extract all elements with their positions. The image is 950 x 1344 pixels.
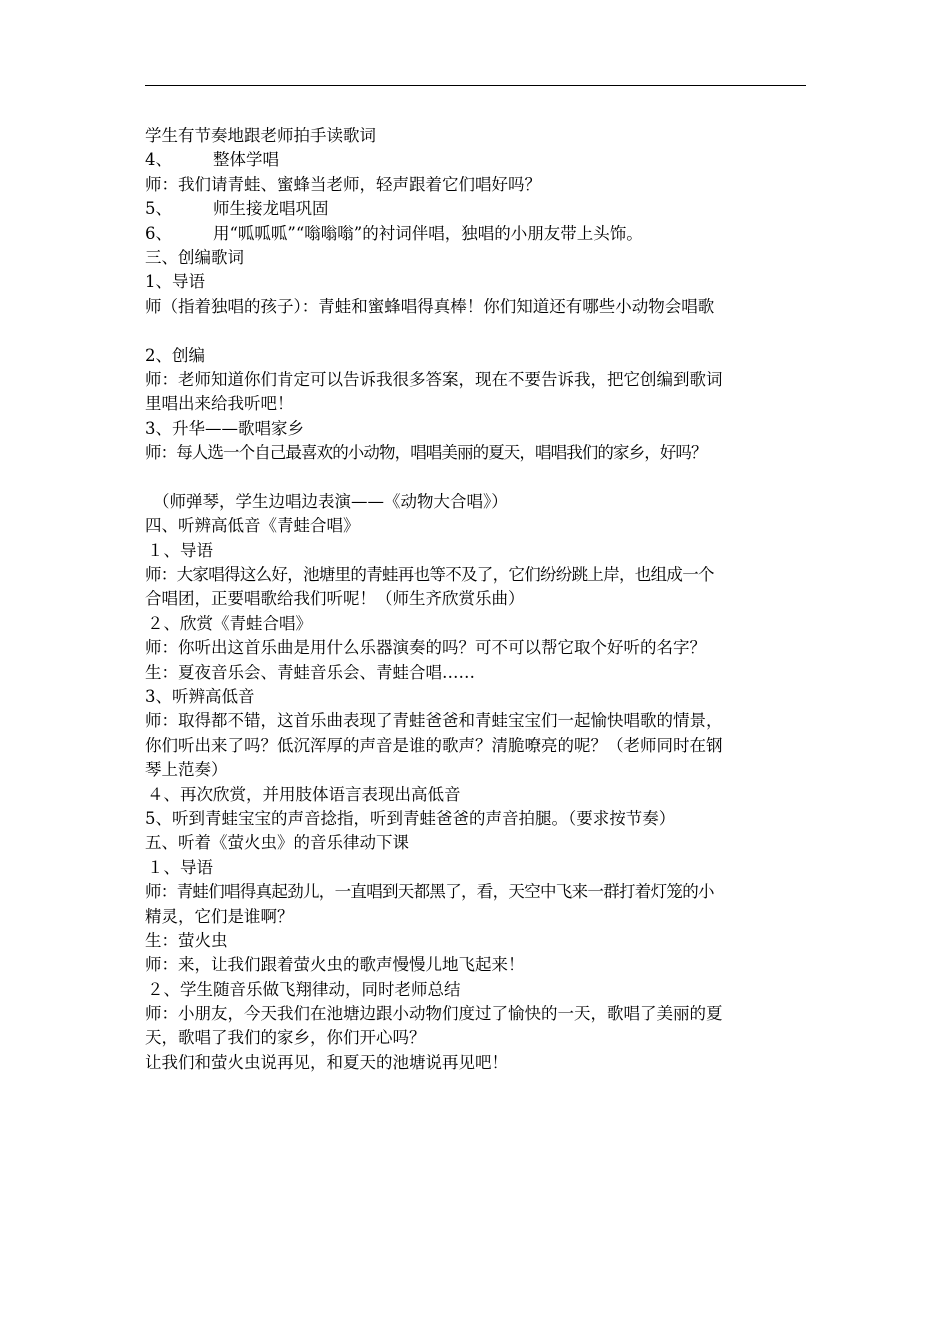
blank-line — [145, 465, 815, 489]
text-line: 合唱团，正要唱歌给我们听呢！（师生齐欣赏乐曲） — [145, 589, 525, 609]
text-line: １、导语 — [147, 857, 213, 877]
text-line: 师：大家唱得这么好，池塘里的青蛙再也等不及了，它们纷纷跳上岸，也组成一个 — [145, 565, 714, 585]
text-line: 精灵，它们是谁啊？ — [145, 906, 294, 926]
text-line: 4、 整体学唱 — [145, 148, 815, 172]
text-line: 5、听到青蛙宝宝的声音捻指，听到青蛙爸爸的声音拍腿。（要求按节奏） — [145, 808, 676, 828]
text-line: （师弹琴，学生边唱边表演——《动物大合唱》） — [153, 491, 508, 511]
text-line: 师：每人选一个自己最喜欢的小动物，唱唱美丽的夏天，唱唱我们的家乡，好吗？ — [145, 443, 707, 463]
blank-line — [145, 319, 815, 343]
list-number: 6、 — [145, 223, 172, 243]
text-line: 师：来，让我们跟着萤火虫的歌声慢慢儿地飞起来！ — [145, 955, 525, 975]
text-line: 琴上范奏） — [145, 760, 228, 780]
text-line: 师：取得都不错，这首乐曲表现了青蛙爸爸和青蛙宝宝们一起愉快唱歌的情景， — [145, 711, 723, 731]
text-line: 师：小朋友，今天我们在池塘边跟小动物们度过了愉快的一天，歌唱了美丽的夏 — [145, 1004, 723, 1024]
section-heading: 三、创编歌词 — [145, 247, 244, 267]
text-line: ２、欣赏《青蛙合唱》 — [147, 613, 312, 633]
text-line: 师：我们请青蛙、蜜蜂当老师，轻声跟着它们唱好吗？ — [145, 174, 541, 194]
section-heading: 四、听辨高低音《青蛙合唱》 — [145, 516, 360, 536]
text-line: 生：夏夜音乐会、青蛙音乐会、青蛙合唱…… — [145, 662, 475, 682]
text-line: 里唱出来给我听吧！ — [145, 394, 294, 414]
list-number: 4、 — [145, 150, 172, 170]
text-line: 5、 师生接龙唱巩固 — [145, 197, 815, 221]
text-line: 学生有节奏地跟老师拍手读歌词 — [145, 126, 376, 145]
text-line: １、导语 — [147, 540, 213, 560]
text-line: 天，歌唱了我们的家乡，你们开心吗？ — [145, 1028, 426, 1048]
document-body — [145, 124, 815, 1075]
text-line: 3、听辨高低音 — [145, 686, 255, 706]
text-line: 你们听出来了吗？低沉浑厚的声音是谁的歌声？清脆嘹亮的呢？（老师同时在钢 — [145, 735, 723, 755]
header-rule — [145, 85, 806, 86]
text-line: 师：你听出这首乐曲是用什么乐器演奏的吗？可不可以帮它取个好听的名字？ — [145, 638, 706, 658]
text-line: ４、再次欣赏，并用肢体语言表现出高低音 — [147, 784, 461, 804]
text-line: 1、导语 — [145, 272, 205, 292]
text-line: 3、升华——歌唱家乡 — [145, 418, 304, 438]
text-line: 师（指着独唱的孩子）：青蛙和蜜蜂唱得真棒！你们知道还有哪些小动物会唱歌 — [145, 296, 715, 316]
text-line: ２、学生随音乐做飞翔律动，同时老师总结 — [147, 979, 461, 999]
text-line: 2、创编 — [145, 345, 205, 365]
text-line: 6、 用“呱呱呱”“嗡嗡嗡”的衬词伴唱，独唱的小朋友带上头饰。 — [145, 222, 815, 246]
text-line: 师：老师知道你们肯定可以告诉我很多答案，现在不要告诉我，把它创编到歌词 — [145, 369, 723, 389]
text-line: 生：萤火虫 — [145, 930, 228, 950]
list-number: 5、 — [145, 199, 172, 219]
text-line: 让我们和萤火虫说再见，和夏天的池塘说再见吧！ — [145, 1052, 508, 1072]
text-line: 师：青蛙们唱得真起劲儿，一直唱到天都黑了，看，天空中飞来一群打着灯笼的小 — [145, 882, 714, 902]
section-heading: 五、听着《萤火虫》的音乐律动下课 — [145, 833, 409, 853]
